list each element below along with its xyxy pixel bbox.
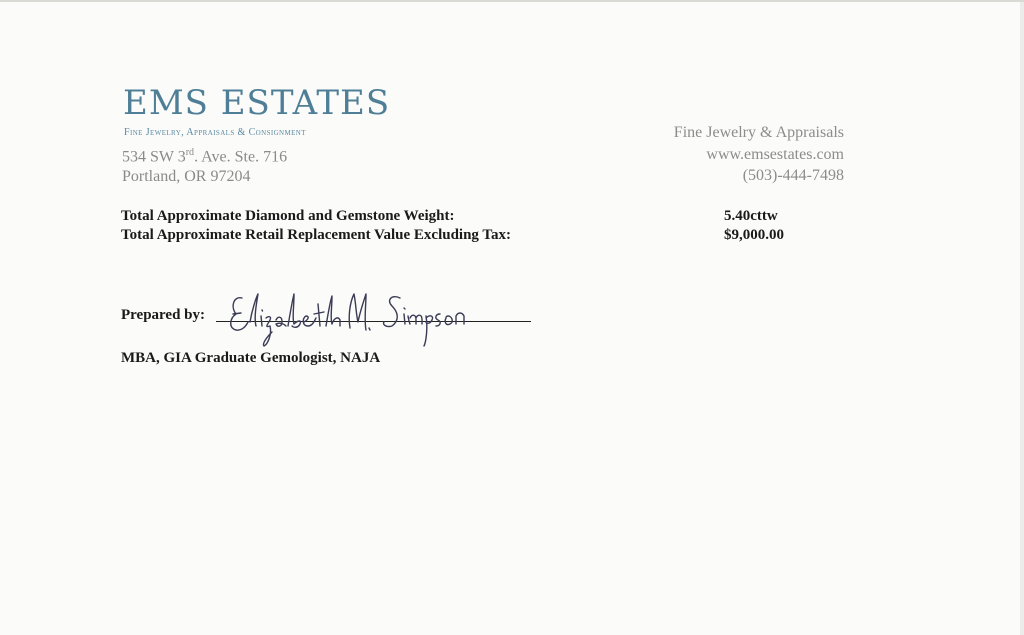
contact-phone: (503)-444-7498 — [742, 167, 844, 184]
address-line-2: Portland, OR 97204 — [122, 168, 251, 185]
address-line-1 — [122, 148, 287, 165]
total-value-amount: $9,000.00 — [724, 227, 784, 243]
address-street: 534 SW 3 — [122, 148, 186, 166]
scan-edge — [1020, 2, 1024, 635]
address-suite: . Ave. Ste. 716 — [194, 148, 288, 166]
total-weight-label: Total Approximate Diamond and Gemstone Weight: — [121, 208, 455, 224]
total-value-label: Total Approximate Retail Replacement Value Excluding Tax: — [121, 227, 512, 243]
company-logo-name: EMS ESTATES — [123, 83, 391, 123]
address-ordinal: rd — [185, 147, 195, 158]
contact-website: www.emsestates.com — [706, 146, 844, 163]
contact-services: Fine Jewelry & Appraisals — [673, 124, 844, 141]
handwritten-signature — [228, 284, 488, 350]
prepared-by-label: Prepared by: — [121, 307, 206, 323]
company-tagline: Fine Jewelry, Appraisals & Consignment — [124, 127, 306, 138]
preparer-credentials: MBA, GIA Graduate Gemologist, NAJA — [121, 350, 381, 366]
total-weight-value: 5.40cttw — [724, 208, 778, 224]
